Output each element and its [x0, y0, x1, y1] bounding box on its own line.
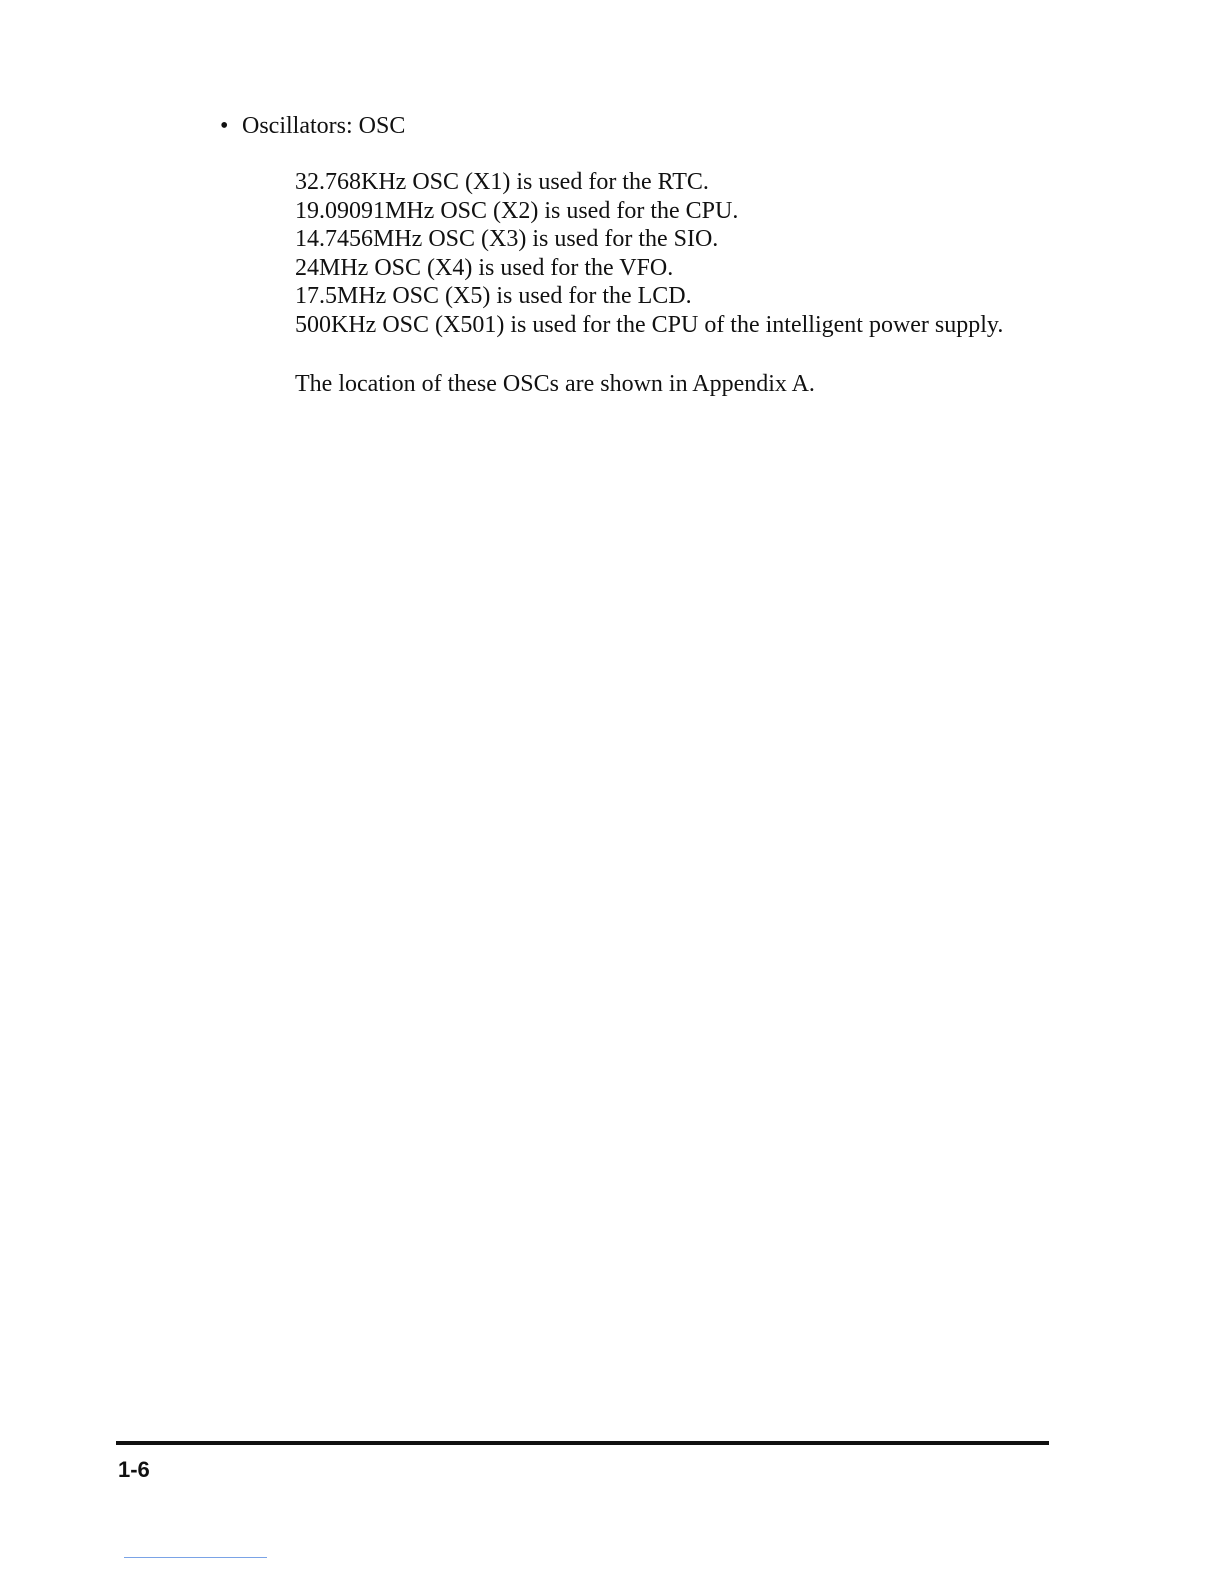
- appendix-note: The location of these OSCs are shown in Appendix A.: [295, 371, 815, 397]
- list-item: 500KHz OSC (X501) is used for the CPU of the intelligent power supply.: [295, 311, 1004, 338]
- footer-divider: [116, 1441, 1049, 1445]
- list-item: 24MHz OSC (X4) is used for the VFO.: [295, 254, 674, 281]
- list-item: 32.768KHz OSC (X1) is used for the RTC.: [295, 169, 709, 195]
- bullet-marker: •: [220, 113, 229, 139]
- section-heading: [220, 110, 405, 142]
- section-heading-text: Oscillators: OSC: [242, 113, 406, 139]
- scan-artifact-line: [124, 1557, 267, 1558]
- oscillator-list: [295, 168, 1003, 339]
- list-item: 14.7456MHz OSC (X3) is used for the SIO.: [295, 226, 719, 252]
- page-number: 1-6: [118, 1457, 150, 1482]
- list-item: 17.5MHz OSC (X5) is used for the LCD.: [295, 283, 692, 309]
- list-item: 19.09091MHz OSC (X2) is used for the CPU.: [295, 197, 739, 224]
